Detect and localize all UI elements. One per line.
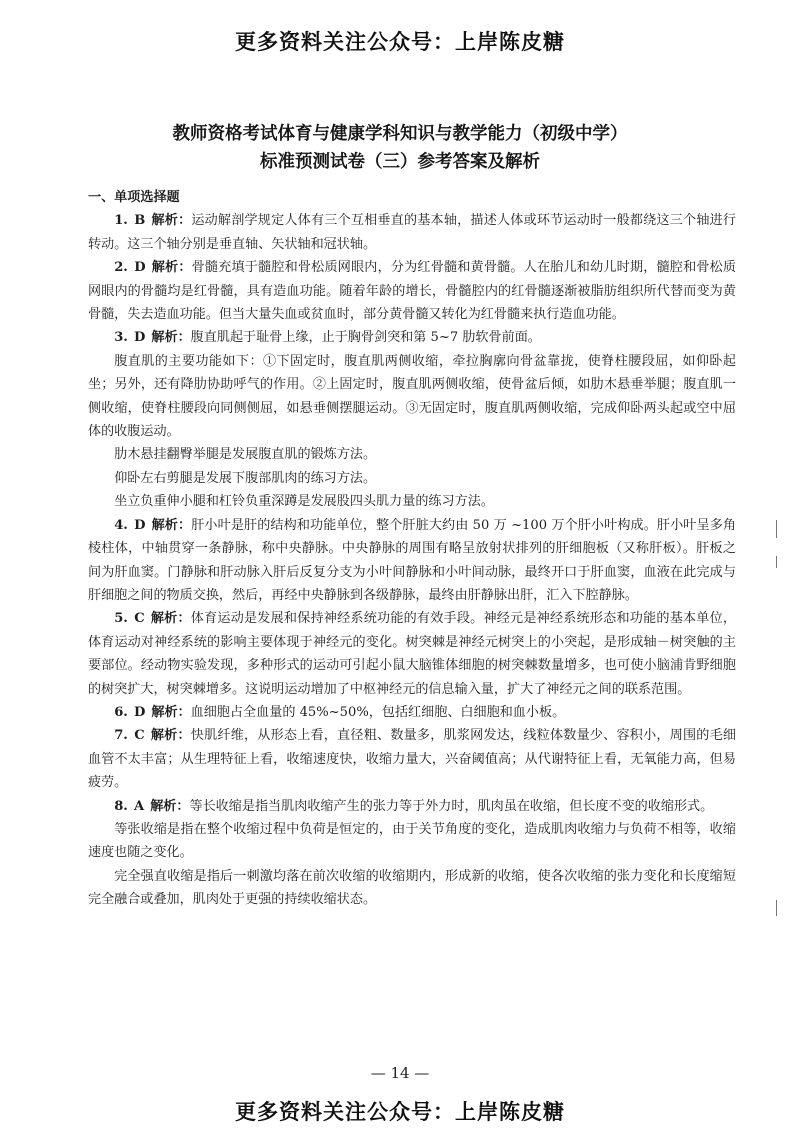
answer-letter: D (134, 260, 146, 276)
answer-letter: C (134, 728, 145, 744)
answer-content (88, 186, 736, 912)
answer-letter: D (134, 704, 146, 720)
question-explanation (88, 701, 736, 724)
question-explanation (88, 724, 736, 794)
explanation-text: 血细胞占全血量的 45%~50%，包括红细胞、白细胞和血小板。 (190, 704, 566, 720)
question-explanation (88, 326, 736, 349)
answer-letter: B (134, 213, 146, 229)
explanation-label: 解析： (150, 728, 191, 744)
question-number: 7. (114, 728, 128, 744)
explanation-label: 解析： (151, 704, 191, 720)
explanation-paragraph: 腹直肌的主要功能如下：①下固定时，腹直肌两侧收缩，牵拉胸廓向骨盆靠拢，使脊柱腰段屈，如仰卧起坐；另外，还有降肋协助呼气的作用。②上固定时，腹直肌两侧收缩，使骨盆后倾，如肋木悬垂举腿；腹直肌一侧收缩，使脊柱腰段向同侧侧屈，如悬垂侧摆腿运动。③无固定时，腹直肌两侧收缩，完成仰卧两头起或空中屈体的收腹运动。 (88, 353, 736, 440)
page-number: — 14 — (370, 1064, 430, 1082)
answer-letter: D (134, 330, 146, 346)
explanation-text: 等长收缩是指当肌肉收缩产生的张力等于外力时，肌肉虽在收缩，但长度不变的收缩形式。 (189, 798, 714, 814)
explanation-label: 解析： (151, 260, 192, 276)
explanation-paragraph: 等张收缩是指在整个收缩过程中负荷是恒定的，由于关节角度的变化，造成肌肉收缩力与负荷不相等，收缩速度也随之变化。 (88, 821, 736, 861)
question-number: 8. (114, 798, 128, 814)
section-heading: 一、单项选择题 (88, 190, 180, 205)
explanation-label: 解析： (151, 213, 192, 229)
scan-artifact-line (776, 900, 777, 916)
explanation-text: 快肌纤维，从形态上看，直径粗、数量多，肌浆网发达，线粒体数量少、容积小，周围的毛细血管不太丰富；从生理特征上看，收缩速度快，收缩力量大，兴奋阈值高；从代谢特征上看，无氧能力高，但易疲劳。 (88, 728, 736, 791)
question-explanation (88, 514, 736, 608)
question-explanation (88, 256, 736, 326)
explanation-paragraph: 完全强直收缩是指后一刺激均落在前次收缩的收缩期内，形成新的收缩，使各次收缩的张力变化和长度缩短完全融合或叠加，肌肉处于更强的持续收缩状态。 (88, 868, 736, 908)
question-number: 4. (114, 517, 128, 533)
answer-letter: D (134, 517, 146, 533)
question-explanation (88, 209, 736, 256)
explanation-label: 解析： (150, 798, 190, 814)
explanation-label: 解析： (151, 517, 192, 533)
question-number: 2. (114, 260, 128, 276)
explanation-paragraph: 坐立负重伸小腿和杠铃负重深蹲是发展股四头肌力量的练习方法。 (114, 494, 494, 510)
explanation-text: 腹直肌起于耻骨上缘，止于胸骨剑突和第 5~7 肋软骨前面。 (190, 330, 541, 346)
scan-artifact-line (776, 520, 777, 538)
promo-banner-bottom: 更多资料关注公众号：上岸陈皮糖 (235, 1100, 565, 1124)
question-explanation (88, 795, 736, 818)
answer-letter: C (134, 611, 145, 627)
explanation-text: 骨髓充填于髓腔和骨松质网眼内，分为红骨髓和黄骨髓。人在胎儿和幼儿时期，髓腔和骨松质网眼内的骨髓均是红骨髓，具有造血功能。随着年龄的增长，骨髓腔内的红骨髓逐渐被脂肪组织所代替而变为黄骨髓，失去造血功能。但当大量失血或贫血时，部分黄骨髓又转化为红骨髓来执行造血功能。 (88, 260, 737, 323)
explanation-label: 解析： (151, 330, 191, 346)
explanation-text: 运动解剖学规定人体有三个互相垂直的基本轴，描述人体或环节运动时一般都绕这三个轴进行转动。这三个轴分别是垂直轴、矢状轴和冠状轴。 (88, 213, 736, 252)
explanation-text: 体育运动是发展和保持神经系统功能的有效手段。神经元是神经系统形态和功能的基本单位，体育运动对神经系统的影响主要体现于神经元的变化。树突棘是神经元树突上的小突起，是形成轴－树突触的主要部位。经动物实验发现，多种形式的运动可引起小鼠大脑锥体细胞的树突棘数量增多，也可使小脑浦肯野细胞的树突扩大，树突棘增多。这说明运动增加了中枢神经元的信息输入量，扩大了神经元之间的联系范围。 (88, 611, 736, 697)
question-explanation (88, 607, 736, 701)
explanation-text: 肝小叶是肝的结构和功能单位，整个肝脏大约由 50 万 ~100 万个肝小叶构成。肝小叶呈多角棱柱体，中轴贯穿一条静脉，称中央静脉。中央静脉的周围有略呈放射状排列的肝细胞板（又称肝板）。肝板之间为肝血窦。门静脉和肝动脉入肝后反复分支为小叶间静脉和小叶间动脉，最终开口于肝血窦，血液在此完成与肝细胞之间的物质交换，然后，再经中央静脉到各级静脉，最终由肝静脉出肝，汇入下腔静脉。 (88, 517, 737, 603)
explanation-paragraph: 肋木悬挂翻臀举腿是发展腹直肌的锻炼方法。 (114, 447, 377, 463)
document-title: 教师资格考试体育与健康学科知识与教学能力（初级中学） (172, 124, 628, 144)
promo-banner-top: 更多资料关注公众号：上岸陈皮糖 (235, 30, 565, 54)
question-number: 6. (114, 704, 128, 720)
answer-letter: A (134, 798, 145, 814)
explanation-paragraph: 仰卧左右剪腿是发展下腹部肌肉的练习方法。 (114, 470, 377, 486)
scan-artifact-line (776, 556, 777, 568)
question-number: 3. (114, 330, 128, 346)
question-number: 1. (114, 213, 128, 229)
question-number: 5. (114, 611, 128, 627)
explanation-label: 解析： (150, 611, 191, 627)
document-subtitle: 标准预测试卷（三）参考答案及解析 (260, 152, 540, 172)
